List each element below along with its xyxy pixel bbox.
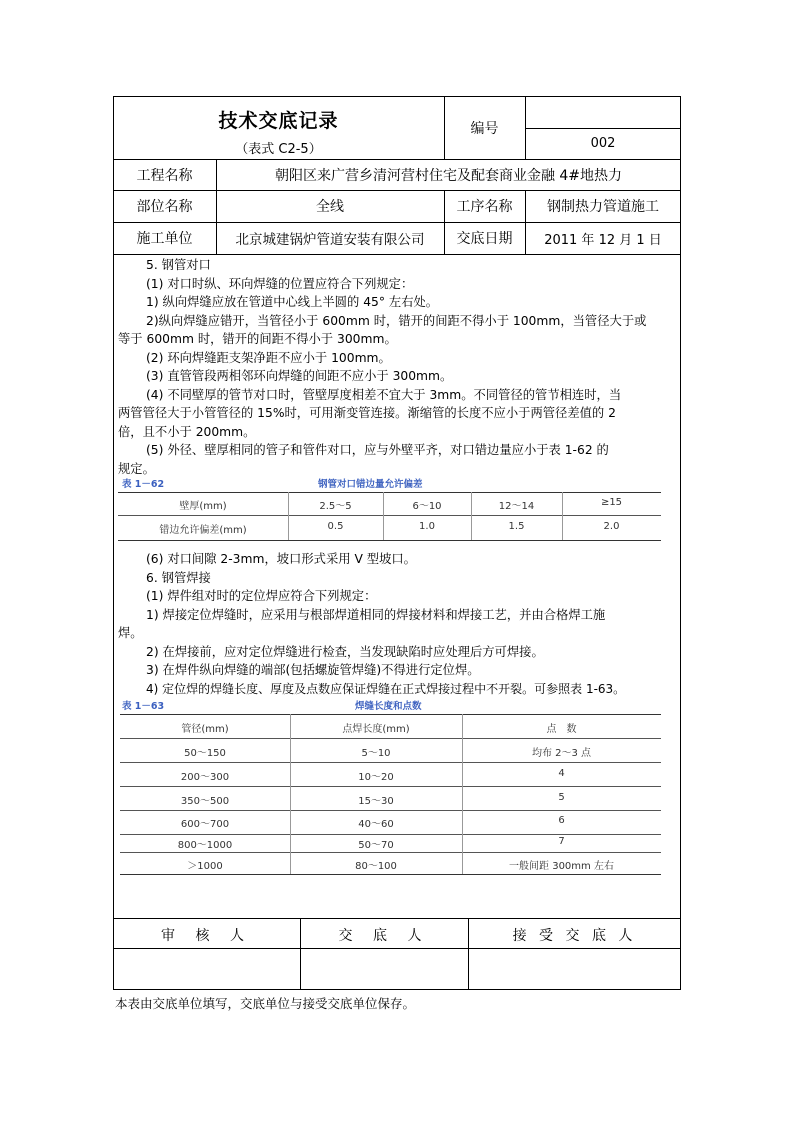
- table62-cell: 2.0: [603, 521, 620, 532]
- content-line: (6) 对口间隙 2-3mm，坡口形式采用 V 型坡口。: [146, 552, 416, 566]
- receiver-label: 接 受 交 底 人: [512, 928, 637, 944]
- table63-cell: 5: [558, 792, 565, 803]
- table63-header: 管径(mm): [181, 724, 229, 735]
- table62-cell: 6～10: [412, 501, 442, 512]
- table62-cell: 2.5～5: [319, 501, 352, 512]
- table63-cell: 50～150: [184, 748, 226, 759]
- table63-cell: 800～1000: [177, 840, 233, 851]
- table63-number: 表 1－63: [122, 701, 165, 712]
- content-line: 1) 纵向焊缝应放在管道中心线上半圆的 45° 左右处。: [146, 295, 439, 309]
- table62-cell: ≥15: [600, 497, 623, 508]
- table63-top-rule: [120, 714, 661, 715]
- form-code: （表式 C2-5）: [235, 141, 322, 157]
- table63-row-rule: [120, 852, 661, 853]
- table63-cell: 7: [558, 836, 565, 847]
- table63-cell: 一般间距 300mm 左右: [509, 861, 614, 872]
- table63-cell: 6: [558, 815, 565, 826]
- grid-line: [113, 254, 681, 255]
- table62-cell: 12～14: [498, 501, 535, 512]
- table62-top-rule: [118, 492, 661, 493]
- date-label: 交底日期: [456, 231, 513, 247]
- table63-header: 点 数: [546, 724, 577, 735]
- content-line: (3) 直管管段两相邻环向焊缝的间距不应小于 300mm。: [146, 369, 453, 383]
- table63-bottom-rule: [120, 874, 661, 875]
- reviewer-label: 审 核 人: [161, 928, 252, 944]
- content-line: 等于 600mm 时，错开的间距不得小于 300mm。: [118, 332, 397, 346]
- table62-bottom-rule: [118, 540, 661, 541]
- content-line: 2) 在焊接前，应对定位焊缝进行检查，当发现缺陷时应处理后方可焊接。: [146, 644, 544, 659]
- content-line: (5) 外径、壁厚相同的管子和管件对口，应与外壁平齐，对口错边量应小于表 1-62 的: [146, 443, 609, 457]
- table62-cell: 壁厚(mm): [179, 501, 227, 512]
- discloser-label: 交 底 人: [338, 928, 430, 944]
- content-line: (2) 环向焊缝距支架净距不应小于 100mm。: [146, 350, 391, 365]
- content-line: (1) 对口时纵、环向焊缝的位置应符合下列规定：: [146, 276, 414, 291]
- date-value: 2011 年 12 月 1 日: [544, 232, 662, 248]
- unit-value: 北京城建锅炉管道安装有限公司: [235, 232, 425, 248]
- content-line: 5. 钢管对口: [146, 258, 211, 272]
- page-title: 技术交底记录: [218, 109, 339, 132]
- content-line: 两管管径大于小管管径的 15%时，可用渐变管连接。渐缩管的长度不应小于两管径差值的 2: [118, 406, 616, 420]
- table63-cell: 350～500: [180, 796, 230, 807]
- table63-row-rule: [120, 786, 661, 787]
- receiver-signature-field[interactable]: [468, 948, 681, 990]
- table63-cell: 200～300: [180, 772, 230, 783]
- table62-cell: 1.0: [419, 521, 435, 532]
- content-section-2: [118, 550, 678, 698]
- reviewer-signature-field[interactable]: [113, 948, 300, 990]
- table63-row-rule: [120, 762, 661, 763]
- content-line: 规定。: [118, 461, 155, 476]
- content-line: 焊。: [118, 626, 143, 640]
- table62-number: 表 1－62: [122, 479, 165, 490]
- table63-cell: ＞1000: [187, 861, 223, 872]
- content-section-1: [118, 256, 678, 478]
- table62-mid-rule: [118, 515, 661, 516]
- content-line: (1) 焊件组对时的定位焊应符合下列规定：: [146, 589, 377, 603]
- table63-cell: 50～70: [358, 840, 394, 851]
- table63-cell: 10～20: [358, 772, 394, 783]
- process-label: 工序名称: [456, 199, 513, 215]
- project-label: 工程名称: [136, 167, 193, 184]
- number-label: 编号: [470, 120, 499, 137]
- table63-cell: 80～100: [355, 861, 397, 872]
- content-line: 1) 焊接定位焊缝时，应采用与根部焊道相同的焊接材料和焊接工艺，并由合格焊工施: [146, 607, 606, 622]
- number-value: 002: [590, 136, 616, 151]
- table62-cell: 0.5: [327, 521, 344, 532]
- content-line: 6. 钢管焊接: [146, 570, 211, 585]
- content-line: 倍，且不小于 200mm。: [118, 424, 256, 439]
- table62-caption: 钢管对口错边量允许偏差: [318, 479, 423, 490]
- table63-header: 点焊长度(mm): [342, 724, 410, 735]
- footer-note: 本表由交底单位填写，交底单位与接受交底单位保存。: [115, 996, 416, 1011]
- content-line: 3) 在焊件纵向焊缝的端部(包括螺旋管焊缝)不得进行定位焊。: [146, 663, 480, 677]
- table63-cell: 5～10: [361, 748, 391, 759]
- table62-cell: 错边允许偏差(mm): [159, 525, 247, 536]
- table63-cell: 40～60: [358, 819, 394, 830]
- table63-cell: 均布 2～3 点: [531, 748, 592, 759]
- table63-row-rule: [120, 810, 661, 811]
- content-line: 4) 定位焊的焊缝长度、厚度及点数应保证焊缝在正式焊接过程中不开裂。可参照表 1-63。: [146, 681, 626, 696]
- unit-label: 施工单位: [136, 231, 193, 247]
- content-line: (4) 不同壁厚的管节对口时，管壁厚度相差不宜大于 3mm。不同管径的管节相连时，当: [146, 387, 622, 402]
- discloser-signature-field[interactable]: [300, 948, 468, 990]
- table62-cell: 1.5: [508, 521, 525, 532]
- part-label: 部位名称: [136, 199, 193, 215]
- content-line: 2)纵向焊缝应错开，当管径小于 600mm 时，错开的间距不得小于 100mm，当管径大于或: [146, 313, 647, 328]
- process-value: 钢制热力管道施工: [547, 199, 659, 215]
- part-value: 全线: [316, 199, 344, 215]
- table63-cell: 4: [558, 768, 565, 779]
- grid-line: [113, 918, 681, 919]
- table63-row-rule: [120, 834, 661, 835]
- table63-caption: 焊缝长度和点数: [355, 701, 422, 712]
- project-value: 朝阳区来广营乡清河营村住宅及配套商业金融 4#地热力: [274, 167, 623, 184]
- table63-header-rule: [120, 738, 661, 739]
- table63-cell: 15～30: [358, 796, 394, 807]
- table63-cell: 600～700: [180, 819, 230, 830]
